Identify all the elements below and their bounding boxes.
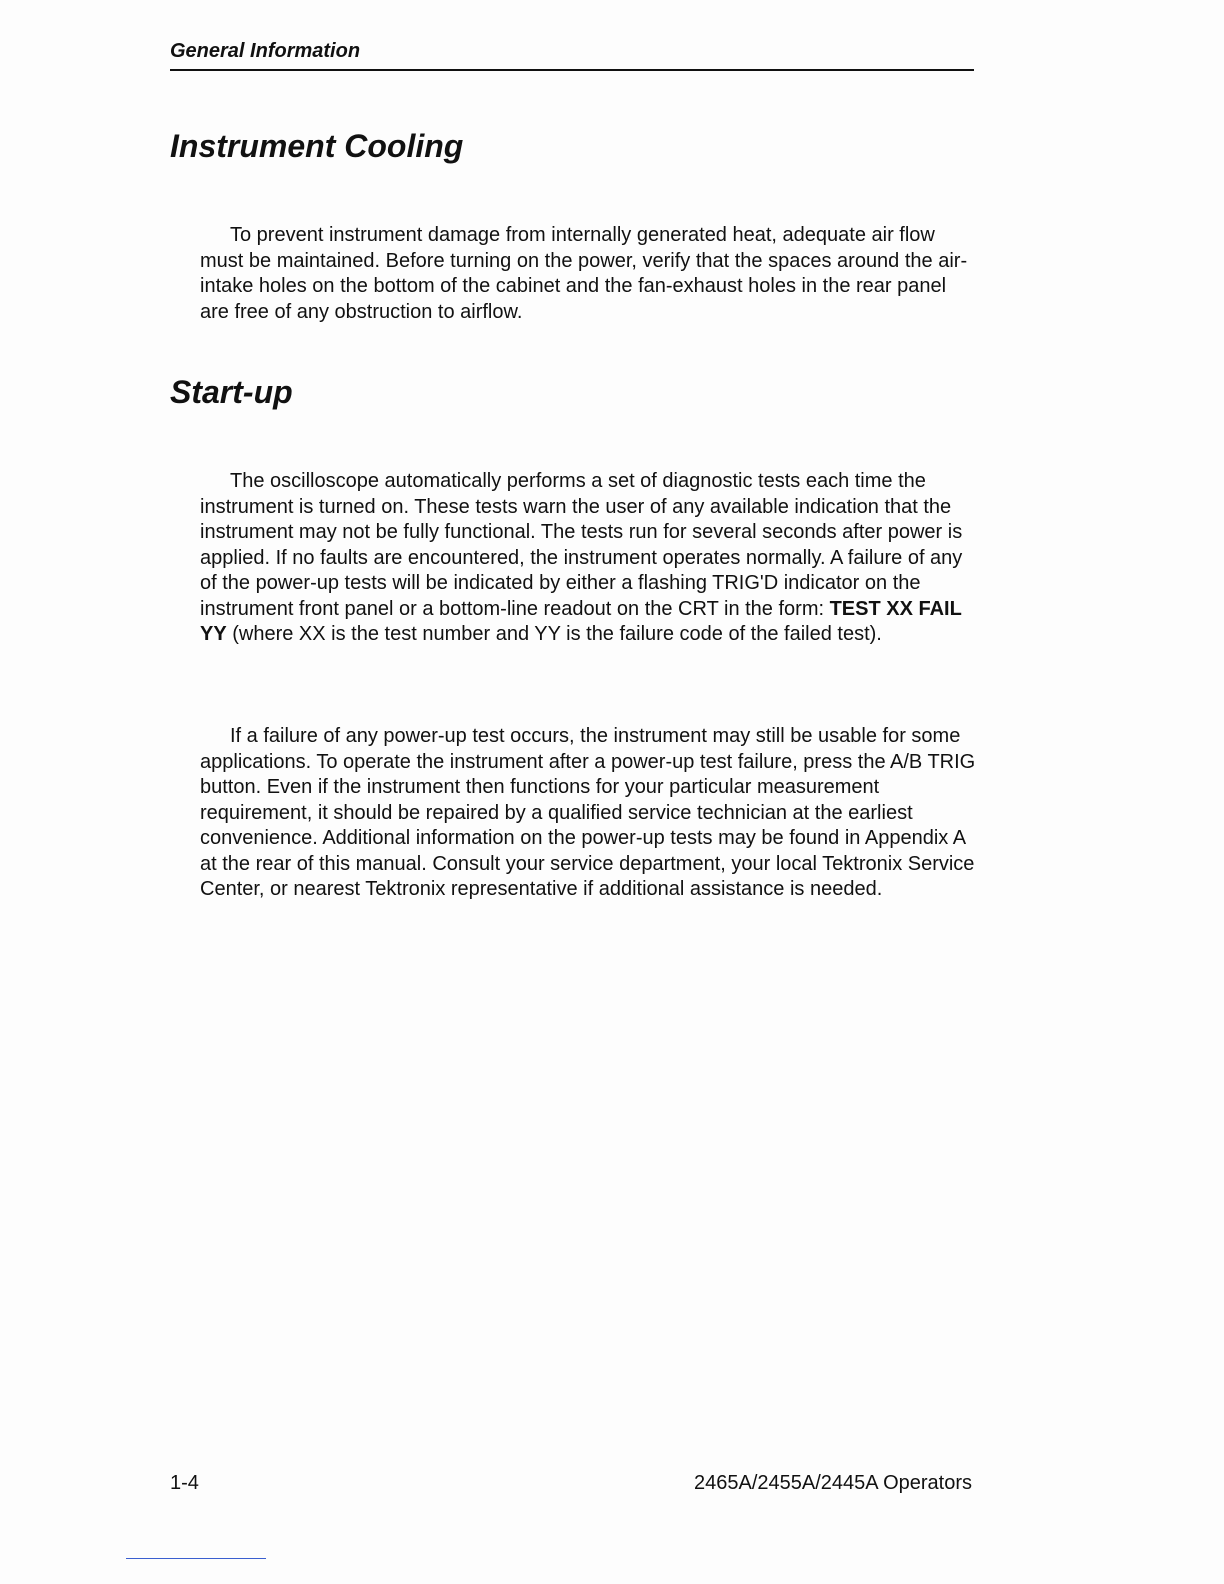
paragraph-start-up-failure: If a failure of any power-up test occurs, the instrument may still be usable for some applications. To operate the instrument after a power-up test failure, press the A/B TRIG button. Even if the instrument then functions for your particular measurement requirement, it should be repaired by a qualified service technician at the earliest convenience. Additional information on the power-up tests may be found in Appendix A at the rear of this manual. Consult your service department, your local Tektronix Service Center, or nearest Tektronix representative if additional assistance is needed. [200, 725, 976, 900]
paragraph-start-up-diagnostics [200, 469, 976, 648]
section-title-start-up: Start-up [170, 374, 293, 410]
manual-title: 2465A/2455A/2445A Operators [694, 1472, 972, 1494]
paragraph-instrument-cooling: To prevent instrument damage from internally generated heat, adequate air flow must be maintained. Before turning on the power, verify that the spaces around the air-intake holes on the bottom of the cabinet and the fan-exhaust holes in the rear panel are free of any obstruction to airflow. [200, 224, 968, 323]
paragraph-text: The oscilloscope automatically performs a set of diagnostic tests each time the instrument is turned on. These tests warn the user of any available indication that the instrument may not be fully functional. The tests run for several seconds after power is applied. If no faults are encountered, the instrument operates normally. A failure of any of the power-up tests will be indicated by either a flashing TRIG'D indicator on the instrument front panel or a bottom-line readout on the CRT in the form: [200, 470, 963, 620]
test-fail-readout-format: TEST XX FAIL YY [200, 597, 962, 645]
section-title-instrument-cooling: Instrument Cooling [170, 128, 464, 164]
running-head: General Information [170, 40, 974, 71]
paragraph-text: (where XX is the test number and YY is the failure code of the failed test). [226, 623, 882, 645]
page-number: 1-4 [170, 1472, 199, 1494]
bottom-rule [126, 1558, 266, 1559]
